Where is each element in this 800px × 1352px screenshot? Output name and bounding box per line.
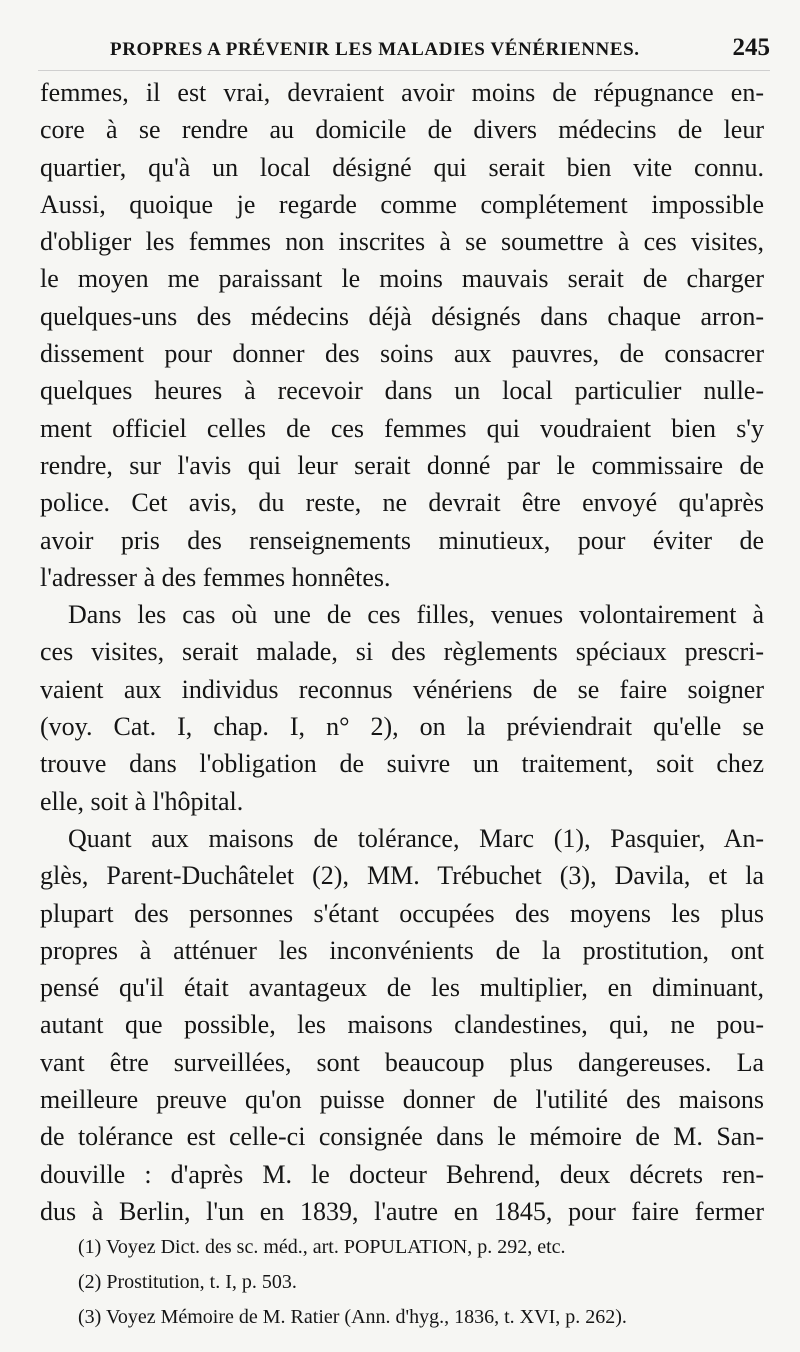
text-line: trouve dans l'obligation de suivre un traitement, soit chez — [40, 749, 764, 779]
text-line: pensé qu'il était avantageux de les multiplier, en diminuant, — [40, 973, 764, 1003]
text-line: elle, soit à l'hôpital. — [40, 786, 244, 816]
footnote: (2) Prostitution, t. I, p. 503. — [78, 1271, 297, 1293]
text-line: ment officiel celles de ces femmes qui voudraient bien s'y — [40, 413, 764, 443]
page-number: 245 — [732, 34, 770, 61]
footnote: (3) Voyez Mémoire de M. Ratier (Ann. d'hyg., 1836, t. XVI, p. 262). — [78, 1306, 627, 1328]
text-line: Aussi, quoique je regarde comme complétement impossible — [40, 189, 764, 219]
text-line: ces visites, serait malade, si des règlements spéciaux prescri- — [40, 637, 764, 667]
running-title: PROPRES A PRÉVENIR LES MALADIES VÉNÉRIENNES. — [110, 39, 640, 60]
page-header — [38, 34, 770, 71]
text-line: police. Cet avis, du reste, ne devrait être envoyé qu'après — [40, 488, 764, 518]
text-line: vant être surveillées, sont beaucoup plus dangereuses. La — [40, 1047, 764, 1077]
body-text — [40, 74, 764, 1230]
text-line: femmes, il est vrai, devraient avoir moins de répugnance en- — [40, 78, 764, 107]
text-line: dus à Berlin, l'un en 1839, l'autre en 1845, pour faire fermer — [40, 1196, 764, 1226]
text-line: de tolérance est celle-ci consignée dans le mémoire de M. San- — [40, 1122, 764, 1152]
text-line: avoir pris des renseignements minutieux, pour éviter de — [40, 525, 764, 555]
text-line: l'adresser à des femmes honnêtes. — [40, 562, 391, 592]
text-line: autant que possible, les maisons clandestines, qui, ne pou- — [40, 1010, 764, 1040]
text-line: Dans les cas où une de ces filles, venues volontairement à — [68, 600, 764, 630]
text-line: core à se rendre au domicile de divers médecins de leur — [40, 115, 764, 145]
text-line: (voy. Cat. I, chap. I, n° 2), on la préviendrait qu'elle se — [40, 712, 764, 742]
text-line: quelques heures à recevoir dans un local particulier nulle- — [40, 376, 764, 406]
text-line: quartier, qu'à un local désigné qui serait bien vite connu. — [40, 152, 764, 182]
text-line: Quant aux maisons de tolérance, Marc (1), Pasquier, An- — [68, 823, 764, 853]
text-line: plupart des personnes s'étant occupées des moyens les plus — [40, 898, 764, 928]
text-line: d'obliger les femmes non inscrites à se soumettre à ces visites, — [40, 227, 764, 257]
text-line: meilleure preuve qu'on puisse donner de l'utilité des maisons — [40, 1085, 764, 1115]
footnote: (1) Voyez Dict. des sc. méd., art. POPULATION, p. 292, etc. — [78, 1236, 566, 1258]
text-line: rendre, sur l'avis qui leur serait donné par le commissaire de — [40, 450, 764, 480]
text-line: douville : d'après M. le docteur Behrend, deux décrets ren- — [40, 1159, 764, 1189]
text-line: propres à atténuer les inconvénients de la prostitution, ont — [40, 935, 764, 965]
text-line: quelques-uns des médecins déjà désignés dans chaque arron- — [40, 301, 764, 331]
text-line: glès, Parent-Duchâtelet (2), MM. Trébuchet (3), Davila, et la — [40, 861, 764, 891]
text-line: dissement pour donner des soins aux pauvres, de consacrer — [40, 339, 764, 369]
text-line: le moyen me paraissant le moins mauvais serait de charger — [40, 264, 764, 294]
text-line: vaient aux individus reconnus vénériens de se faire soigner — [40, 674, 764, 704]
footnotes — [78, 1230, 768, 1335]
